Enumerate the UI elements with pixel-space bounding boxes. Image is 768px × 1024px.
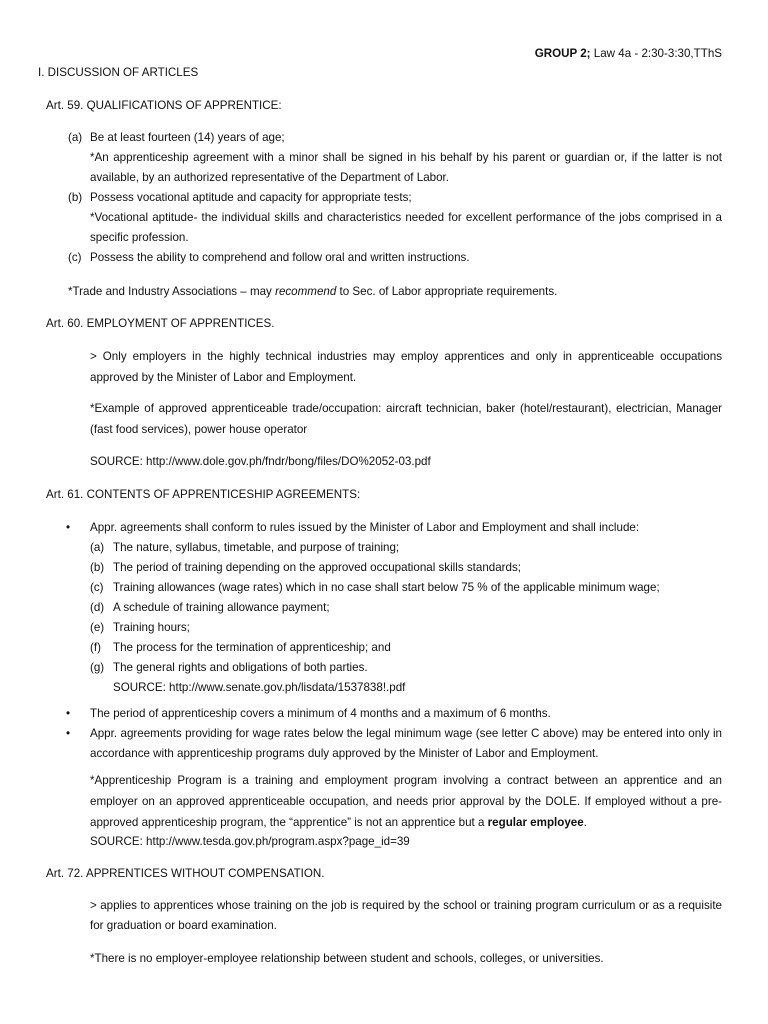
art61-item-label: (f) bbox=[90, 641, 101, 654]
bullet-icon: • bbox=[66, 707, 71, 720]
art72-para1: > applies to apprentices whose training on the job is required by the school or training program curriculum or as a requisite for graduation or board examination. bbox=[90, 899, 722, 932]
art72-para2: *There is no employer-employee relationship between student and schools, colleges, or universities. bbox=[90, 952, 604, 965]
art59-title: Art. 59. QUALIFICATIONS OF APPRENTICE: bbox=[46, 99, 282, 112]
art61-item-label: (b) bbox=[90, 561, 105, 574]
header-line bbox=[535, 44, 722, 64]
art61-title: Art. 61. CONTENTS OF APPRENTICESHIP AGREEMENTS: bbox=[46, 488, 361, 501]
art59-item-c: Possess the ability to comprehend and follow oral and written instructions. bbox=[90, 251, 470, 264]
art59-item-a: Be at least fourteen (14) years of age; bbox=[90, 131, 285, 144]
program-note-bold: regular employee bbox=[487, 816, 584, 829]
art59-trade-note bbox=[68, 282, 557, 302]
bullet-icon: • bbox=[66, 727, 71, 740]
trade-note-post: to Sec. of Labor appropriate requirements. bbox=[336, 285, 558, 298]
art72-title: Art. 72. APPRENTICES WITHOUT COMPENSATION. bbox=[46, 867, 325, 880]
art59-item-c-label: (c) bbox=[68, 251, 82, 264]
art59-note-a: *An apprenticeship agreement with a minor shall be signed in his behalf by his parent or guardian or, if the latter is not available, by an authorized representative of the Department of Labor. bbox=[90, 151, 722, 184]
program-note-end: . bbox=[583, 816, 587, 829]
art61-program-note bbox=[90, 770, 722, 833]
art60-source: SOURCE: http://www.dole.gov.ph/fndr/bong/files/DO%2052-03.pdf bbox=[90, 455, 431, 468]
art60-title: Art. 60. EMPLOYMENT OF APPRENTICES. bbox=[46, 317, 275, 330]
group-label: GROUP 2; bbox=[534, 47, 591, 60]
art61-item: The process for the termination of apprenticeship; and bbox=[113, 641, 391, 654]
art61-source1: SOURCE: http://www.senate.gov.ph/lisdata/1537838!.pdf bbox=[113, 681, 406, 694]
trade-note-pre: *Trade and Industry Associations – may bbox=[68, 285, 276, 298]
art61-item-label: (a) bbox=[90, 541, 105, 554]
art61-bullet3: Appr. agreements providing for wage rates below the legal minimum wage (see letter C above) may be entered into only in accordance with apprenticeship programs duly approved by the Minister of Labor and Employment. bbox=[90, 727, 722, 760]
art59-item-b: Possess vocational aptitude and capacity for appropriate tests; bbox=[90, 191, 412, 204]
art61-item: The general rights and obligations of both parties. bbox=[113, 661, 368, 674]
art60-para2: *Example of approved apprenticeable trade/occupation: aircraft technician, baker (hotel/restaurant), electrician, Manager (fast food services), power house operator bbox=[90, 402, 722, 436]
art61-item-label: (g) bbox=[90, 661, 105, 674]
art61-item-label: (d) bbox=[90, 601, 105, 614]
art61-bullet1: Appr. agreements shall conform to rules issued by the Minister of Labor and Employment and shall include: bbox=[90, 521, 640, 534]
art61-source2: SOURCE: http://www.tesda.gov.ph/program.aspx?page_id=39 bbox=[90, 835, 410, 848]
program-note-text: *Apprenticeship Program is a training and employment program involving a contract between an apprentice and an employer on an approved apprenticeable occupation, and needs prior approval by the DOLE. If employed without a pre-approved apprenticeship program, the “apprentice” is not an apprentice but a bbox=[90, 774, 722, 829]
course-info: Law 4a - 2:30-3:30,TThS bbox=[590, 47, 722, 60]
art61-item: A schedule of training allowance payment; bbox=[113, 601, 330, 614]
art60-para1: > Only employers in the highly technical industries may employ apprentices and only in apprenticeable occupations approved by the Minister of Labor and Employment. bbox=[90, 350, 722, 384]
art61-item-label: (e) bbox=[90, 621, 105, 634]
art59-note-b: *Vocational aptitude- the individual skills and characteristics needed for excellent performance of the jobs comprised in a specific profession. bbox=[90, 211, 722, 244]
art61-item: The period of training depending on the approved occupational skills standards; bbox=[113, 561, 521, 574]
art59-item-b-label: (b) bbox=[68, 191, 83, 204]
art61-item: The nature, syllabus, timetable, and purpose of training; bbox=[113, 541, 400, 554]
section-title: I. DISCUSSION OF ARTICLES bbox=[38, 66, 199, 79]
art59-item-a-label: (a) bbox=[68, 131, 83, 144]
bullet-icon: • bbox=[66, 521, 71, 534]
art61-bullet2: The period of apprenticeship covers a minimum of 4 months and a maximum of 6 months. bbox=[90, 707, 551, 720]
trade-note-emphasis: recommend bbox=[275, 285, 337, 298]
art61-item-label: (c) bbox=[90, 581, 104, 594]
art61-item: Training hours; bbox=[113, 621, 190, 634]
art61-item: Training allowances (wage rates) which in no case shall start below 75 % of the applicable minimum wage; bbox=[113, 581, 660, 594]
